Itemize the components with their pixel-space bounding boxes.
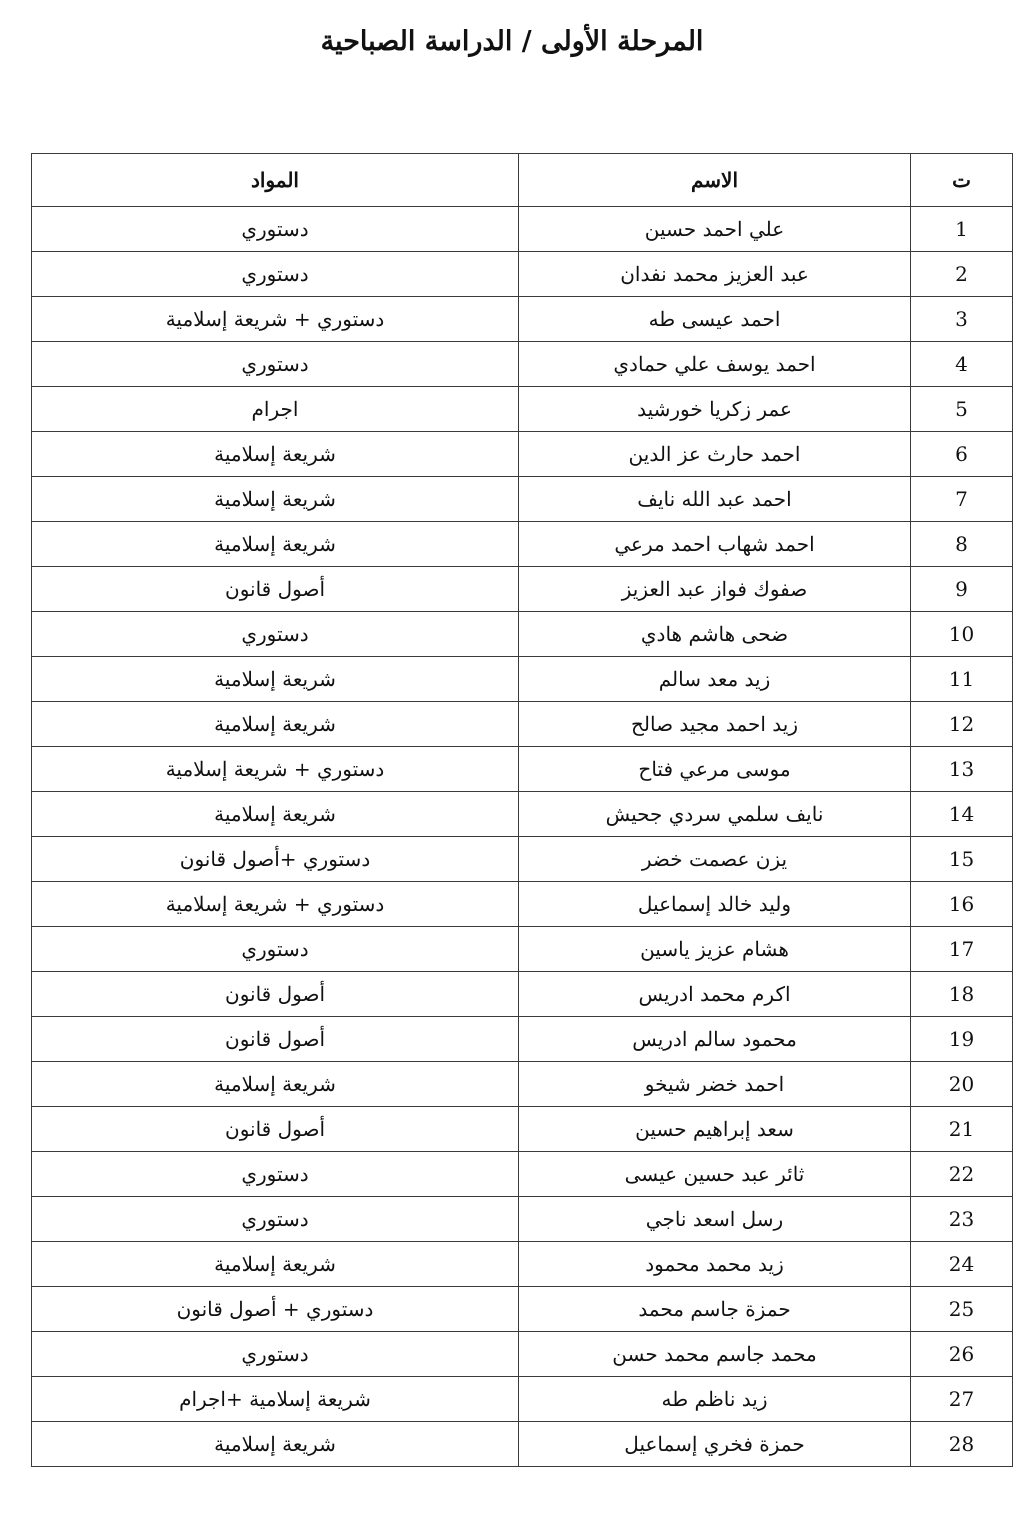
student-name: علي احمد حسين	[519, 207, 911, 252]
subjects-cell: اجرام	[32, 387, 519, 432]
student-name: احمد عيسى طه	[519, 297, 911, 342]
table-row	[32, 747, 1013, 792]
subjects-cell: شريعة إسلامية	[32, 432, 519, 477]
subjects-cell: دستوري +أصول قانون	[32, 837, 519, 882]
subjects-cell: شريعة إسلامية	[32, 702, 519, 747]
student-name: حمزة فخري إسماعيل	[519, 1422, 911, 1467]
student-name: زيد ناظم طه	[519, 1377, 911, 1422]
row-number: 8	[911, 522, 1013, 567]
subjects-cell: أصول قانون	[32, 972, 519, 1017]
table-header-row	[32, 154, 1013, 207]
student-name: يزن عصمت خضر	[519, 837, 911, 882]
subjects-cell: شريعة إسلامية	[32, 477, 519, 522]
subjects-cell: دستوري	[32, 1332, 519, 1377]
student-name: احمد عبد الله نايف	[519, 477, 911, 522]
student-name: زيد محمد محمود	[519, 1242, 911, 1287]
row-number: 13	[911, 747, 1013, 792]
table-row	[32, 792, 1013, 837]
row-number: 26	[911, 1332, 1013, 1377]
subjects-cell: دستوري	[32, 252, 519, 297]
row-number: 2	[911, 252, 1013, 297]
row-number: 3	[911, 297, 1013, 342]
student-name: اكرم محمد ادريس	[519, 972, 911, 1017]
row-number: 10	[911, 612, 1013, 657]
subjects-cell: شريعة إسلامية +اجرام	[32, 1377, 519, 1422]
subjects-cell: دستوري	[32, 207, 519, 252]
row-number: 17	[911, 927, 1013, 972]
subjects-cell: دستوري + شريعة إسلامية	[32, 297, 519, 342]
student-name: سعد إبراهيم حسين	[519, 1107, 911, 1152]
student-name: احمد حارث عز الدين	[519, 432, 911, 477]
row-number: 27	[911, 1377, 1013, 1422]
table-row	[32, 612, 1013, 657]
row-number: 22	[911, 1152, 1013, 1197]
student-name: صفوك فواز عبد العزيز	[519, 567, 911, 612]
table-row	[32, 1017, 1013, 1062]
table-row	[32, 1332, 1013, 1377]
row-number: 5	[911, 387, 1013, 432]
table-row	[32, 702, 1013, 747]
table-row	[32, 882, 1013, 927]
student-name: حمزة جاسم محمد	[519, 1287, 911, 1332]
table-row	[32, 207, 1013, 252]
results-table	[31, 153, 1013, 1467]
student-name: زيد احمد مجيد صالح	[519, 702, 911, 747]
table-row	[32, 387, 1013, 432]
subjects-cell: دستوري	[32, 1197, 519, 1242]
table-row	[32, 432, 1013, 477]
row-number: 12	[911, 702, 1013, 747]
subjects-cell: أصول قانون	[32, 1017, 519, 1062]
student-name: احمد يوسف علي حمادي	[519, 342, 911, 387]
subjects-cell: دستوري	[32, 1152, 519, 1197]
subjects-cell: شريعة إسلامية	[32, 522, 519, 567]
subjects-cell: أصول قانون	[32, 567, 519, 612]
row-number: 20	[911, 1062, 1013, 1107]
student-name: موسى مرعي فتاح	[519, 747, 911, 792]
student-name: عبد العزيز محمد نفدان	[519, 252, 911, 297]
student-name: نايف سلمي سردي جحيش	[519, 792, 911, 837]
row-number: 11	[911, 657, 1013, 702]
table-row	[32, 522, 1013, 567]
row-number: 9	[911, 567, 1013, 612]
table-row	[32, 972, 1013, 1017]
subjects-cell: شريعة إسلامية	[32, 1062, 519, 1107]
subjects-cell: دستوري	[32, 342, 519, 387]
student-name: احمد خضر شيخو	[519, 1062, 911, 1107]
row-number: 6	[911, 432, 1013, 477]
student-name: هشام عزيز ياسين	[519, 927, 911, 972]
header-number: ت	[911, 154, 1013, 207]
subjects-cell: شريعة إسلامية	[32, 1422, 519, 1467]
table-row	[32, 1422, 1013, 1467]
table-row	[32, 927, 1013, 972]
row-number: 18	[911, 972, 1013, 1017]
row-number: 19	[911, 1017, 1013, 1062]
row-number: 28	[911, 1422, 1013, 1467]
table-row	[32, 477, 1013, 522]
subjects-cell: دستوري + شريعة إسلامية	[32, 747, 519, 792]
table-row	[32, 1287, 1013, 1332]
student-name: رسل اسعد ناجي	[519, 1197, 911, 1242]
student-name: محمود سالم ادريس	[519, 1017, 911, 1062]
table-row	[32, 1152, 1013, 1197]
subjects-cell: دستوري	[32, 612, 519, 657]
subjects-cell: دستوري + أصول قانون	[32, 1287, 519, 1332]
student-name: محمد جاسم محمد حسن	[519, 1332, 911, 1377]
subjects-cell: شريعة إسلامية	[32, 657, 519, 702]
row-number: 4	[911, 342, 1013, 387]
student-name: عمر زكريا خورشيد	[519, 387, 911, 432]
table-row	[32, 342, 1013, 387]
row-number: 15	[911, 837, 1013, 882]
table-body	[32, 207, 1013, 1467]
student-name: احمد شهاب احمد مرعي	[519, 522, 911, 567]
table-row	[32, 837, 1013, 882]
table-row	[32, 252, 1013, 297]
student-name: ضحى هاشم هادي	[519, 612, 911, 657]
row-number: 7	[911, 477, 1013, 522]
subjects-cell: شريعة إسلامية	[32, 792, 519, 837]
subjects-cell: أصول قانون	[32, 1107, 519, 1152]
header-subjects: المواد	[32, 154, 519, 207]
table-row	[32, 1242, 1013, 1287]
row-number: 14	[911, 792, 1013, 837]
student-name: ثائر عبد حسين عيسى	[519, 1152, 911, 1197]
table-row	[32, 1197, 1013, 1242]
row-number: 16	[911, 882, 1013, 927]
row-number: 21	[911, 1107, 1013, 1152]
page-title: المرحلة الأولى / الدراسة الصباحية	[320, 26, 704, 57]
row-number: 24	[911, 1242, 1013, 1287]
table-row	[32, 1377, 1013, 1422]
table-row	[32, 1107, 1013, 1152]
header-name: الاسم	[519, 154, 911, 207]
subjects-cell: دستوري + شريعة إسلامية	[32, 882, 519, 927]
table-row	[32, 297, 1013, 342]
row-number: 25	[911, 1287, 1013, 1332]
student-name: زيد معد سالم	[519, 657, 911, 702]
table-row	[32, 657, 1013, 702]
table-row	[32, 567, 1013, 612]
row-number: 1	[911, 207, 1013, 252]
table-row	[32, 1062, 1013, 1107]
row-number: 23	[911, 1197, 1013, 1242]
subjects-cell: شريعة إسلامية	[32, 1242, 519, 1287]
student-name: وليد خالد إسماعيل	[519, 882, 911, 927]
subjects-cell: دستوري	[32, 927, 519, 972]
